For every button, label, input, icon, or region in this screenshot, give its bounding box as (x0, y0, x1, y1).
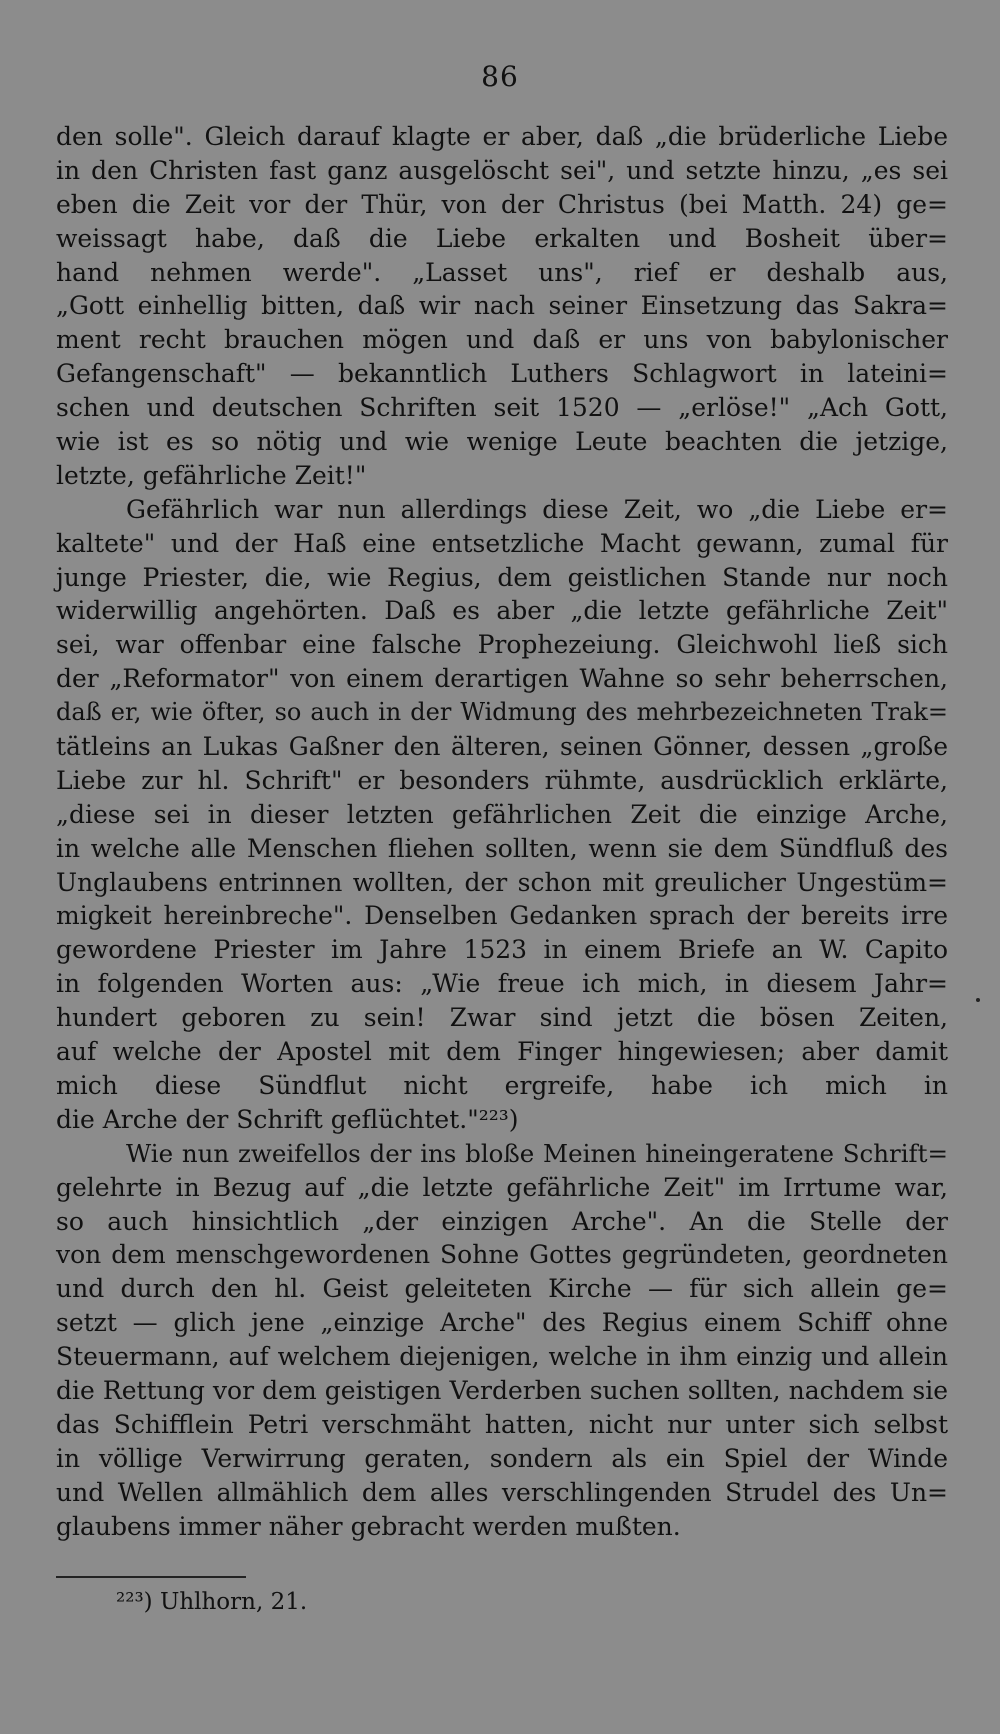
text-line: ment recht brauchen mögen und daß er uns von babylonischer (56, 325, 948, 355)
text-line: das Schifflein Petri verschmäht hatten, nicht nur unter sich selbst (56, 1409, 948, 1439)
footnote: ²²³) Uhlhorn, 21. (116, 1589, 308, 1615)
text-line: setzt — glich jene „einzige Arche" des Regius einem Schiff ohne (56, 1308, 948, 1338)
text-line: hand nehmen werde". „Lasset uns", rief er deshalb aus, (56, 257, 948, 287)
text-line: in den Christen fast ganz ausgelöscht sei", und setzte hinzu, „es sei (56, 155, 948, 185)
text-line: migkeit hereinbreche". Denselben Gedanken sprach der bereits irre (56, 901, 948, 931)
text-line: daß er, wie öfter, so auch in der Widmung des mehrbezeichneten Trak= (56, 698, 948, 727)
text-line: sei, war offenbar eine falsche Prophezeiung. Gleichwohl ließ sich (56, 630, 948, 660)
text-line: so auch hinsichtlich „der einzigen Arche". An die Stelle der (56, 1206, 948, 1236)
paragraph-start-line: Gefährlich war nun allerdings diese Zeit, wo „die Liebe er= (126, 494, 948, 524)
text-line: glaubens immer näher gebracht werden mußten. (56, 1511, 681, 1541)
margin-speck (976, 998, 980, 1002)
text-line: letzte, gefährliche Zeit!" (56, 460, 367, 490)
footnote-rule (56, 1576, 246, 1578)
page-number: 86 (481, 60, 519, 93)
text-line: widerwillig angehörten. Daß es aber „die letzte gefährliche Zeit" (56, 596, 948, 626)
text-line: weissagt habe, daß die Liebe erkalten und Bosheit über= (56, 223, 948, 253)
text-line: wie ist es so nötig und wie wenige Leute beachten die jetzige, (56, 427, 948, 457)
text-line: schen und deutschen Schriften seit 1520 — „erlöse!" „Ach Gott, (56, 393, 948, 423)
body-text (56, 120, 948, 1543)
text-line: den solle". Gleich darauf klagte er aber, daß „die brüderliche Liebe (56, 122, 948, 151)
text-line: von dem menschgewordenen Sohne Gottes gegründeten, geordneten (56, 1240, 948, 1270)
text-line: Gefangenschaft" — bekanntlich Luthers Schlagwort in lateini= (56, 359, 948, 389)
text-line: in welche alle Menschen fliehen sollten, wenn sie dem Sündfluß des (56, 833, 948, 863)
text-line: der „Reformator" von einem derartigen Wahne so sehr beherrschen, (56, 664, 948, 694)
text-line: hundert geboren zu sein! Zwar sind jetzt die bösen Zeiten, (56, 1003, 948, 1033)
text-line: Unglaubens entrinnen wollten, der schon mit greulicher Ungestüm= (56, 867, 948, 897)
text-line: „Gott einhellig bitten, daß wir nach seiner Einsetzung das Sakra= (56, 291, 948, 321)
text-line: eben die Zeit vor der Thür, von der Christus (bei Matth. 24) ge= (56, 189, 948, 219)
text-line: die Rettung vor dem geistigen Verderben suchen sollten, nachdem sie (56, 1375, 948, 1405)
text-line: in folgenden Worten aus: „Wie freue ich mich, in diesem Jahr= (56, 969, 948, 999)
text-line: mich diese Sündflut nicht ergreife, habe ich mich in (56, 1070, 948, 1100)
text-line: auf welche der Apostel mit dem Finger hingewiesen; aber damit (56, 1037, 948, 1067)
text-line: die Arche der Schrift geflüchtet."²²³) (56, 1104, 519, 1134)
text-line: Steuermann, auf welchem diejenigen, welche in ihm einzig und allein (56, 1342, 948, 1372)
text-line: gelehrte in Bezug auf „die letzte gefährliche Zeit" im Irrtume war, (56, 1172, 948, 1202)
text-line: in völlige Verwirrung geraten, sondern als ein Spiel der Winde (56, 1443, 948, 1473)
text-line: und Wellen allmählich dem alles verschlingenden Strudel des Un= (56, 1477, 948, 1507)
text-line: junge Priester, die, wie Regius, dem geistlichen Stande nur noch (56, 562, 948, 592)
text-line: tätleins an Lukas Gaßner den älteren, seinen Gönner, dessen „große (56, 732, 948, 762)
text-line: und durch den hl. Geist geleiteten Kirche — für sich allein ge= (56, 1274, 948, 1304)
text-line: „diese sei in dieser letzten gefährlichen Zeit die einzige Arche, (56, 799, 948, 829)
text-line: Liebe zur hl. Schrift" er besonders rühmte, ausdrücklich erklärte, (56, 765, 948, 795)
paragraph-start-line: Wie nun zweifellos der ins bloße Meinen hineingeratene Schrift= (126, 1138, 948, 1168)
text-line: gewordene Priester im Jahre 1523 in einem Briefe an W. Capito (56, 935, 948, 965)
text-line: kaltete" und der Haß eine entsetzliche Macht gewann, zumal für (56, 528, 948, 558)
